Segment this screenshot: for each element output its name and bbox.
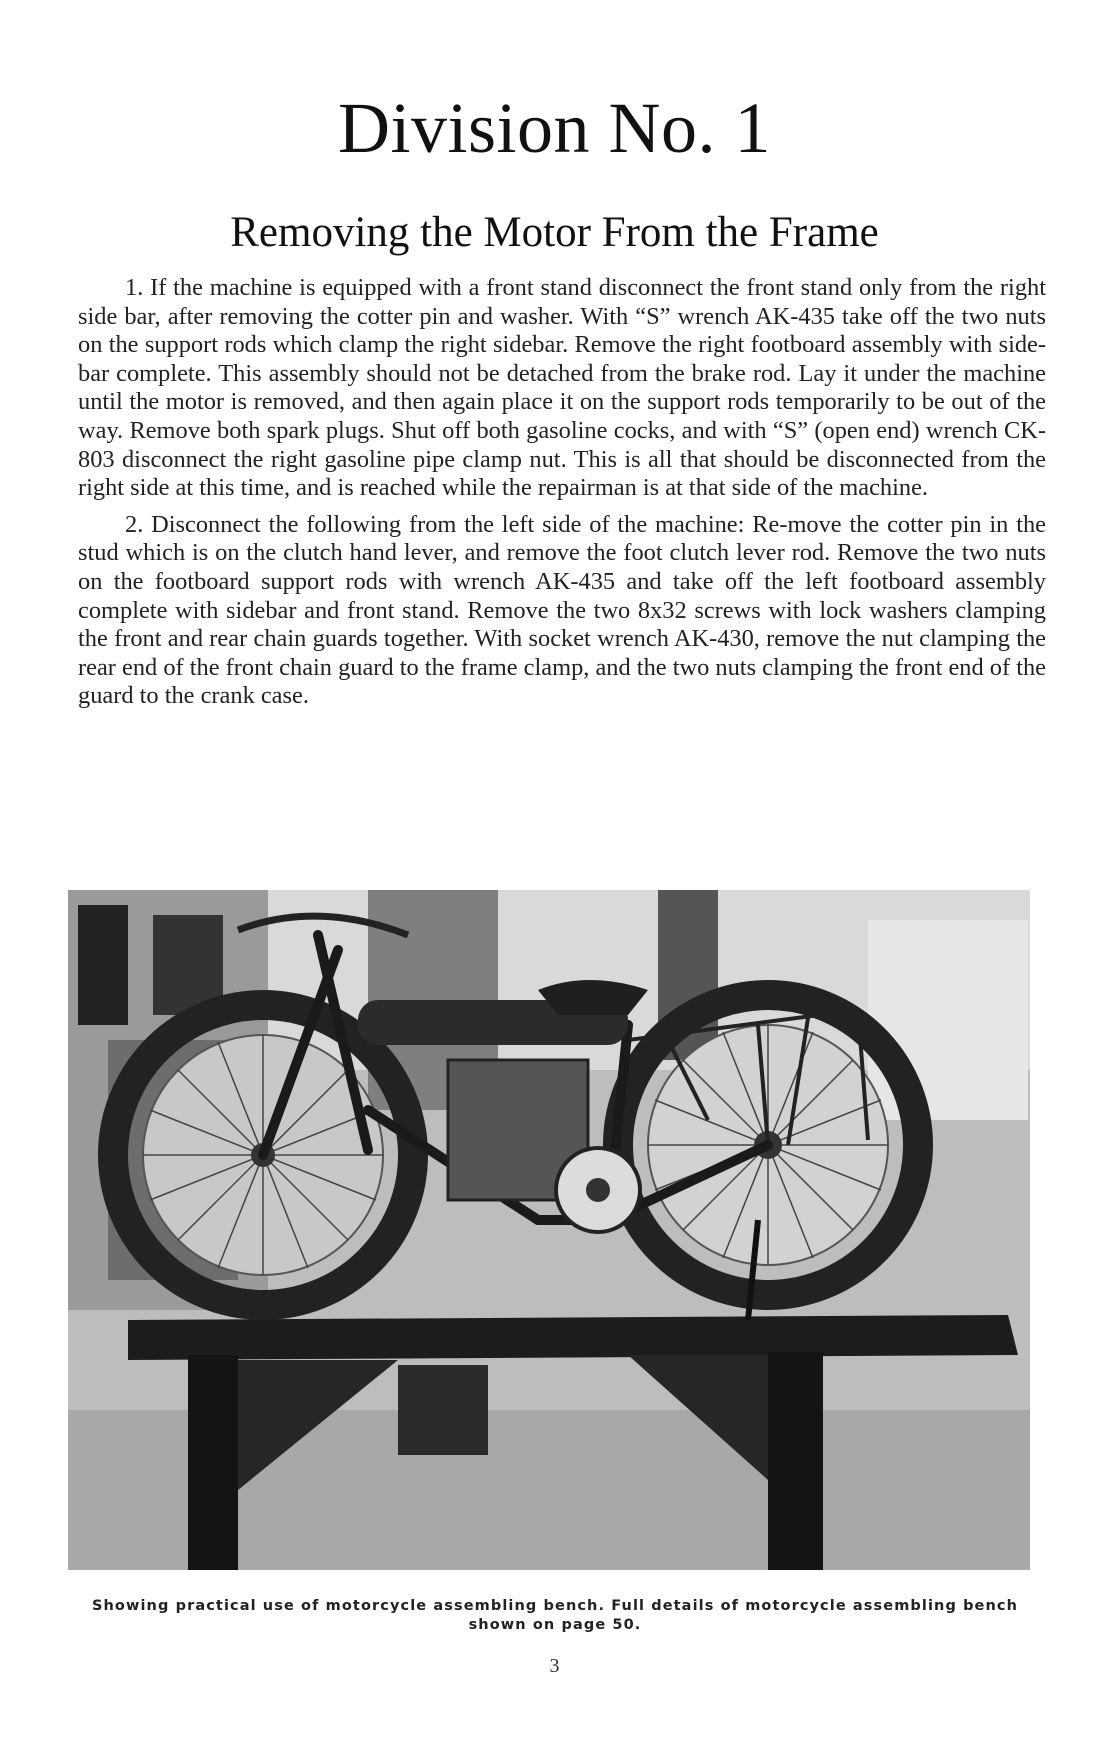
- page-number: 3: [549, 1655, 560, 1677]
- paragraph-1: 1. If the machine is equipped with a front stand disconnect the front stand only from the right side bar, after removing the cotter pin and washer. With “S” wrench AK-435 take off the two nuts on the support rods which clamp the right sidebar. Remove the right footboard assembly with side-bar complete. This assembly should not be detached from the brake rod. Lay it under the machine until the motor is removed, and then again place it on the support rods temporarily to be out of the way. Remove both spark plugs. Shut off both gasoline cocks, and with “S” (open end) wrench CK-803 disconnect the right gasoline pipe clamp nut. This is all that should be disconnected from the right side at this time, and is reached while the repairman is at that side of the machine.: [78, 274, 1046, 502]
- photo-illustration: [68, 890, 1030, 1570]
- paragraph-2: 2. Disconnect the following from the left side of the machine: Re-move the cotter pin in the stud which is on the clutch hand lever, and remove the foot clutch lever rod. Remove the two nuts on the footboard support rods with wrench AK-435 and take off the left footboard assembly complete with sidebar and front stand. Remove the two 8x32 screws with lock washers clamping the front and rear chain guards together. With socket wrench AK-430, remove the nut clamping the rear end of the front chain guard to the frame clamp, and the two nuts clamping the front end of the guard to the crank case.: [78, 510, 1046, 710]
- division-title: Division No. 1: [337, 88, 772, 168]
- section-title: Removing the Motor From the Frame: [230, 209, 879, 256]
- figure-caption: Showing practical use of motorcycle assembling bench. Full details of motorcycle assembling bench shown on page 50.: [91, 1598, 1019, 1633]
- motorcycle-on-bench-photo: [68, 890, 1030, 1570]
- body-text: [78, 274, 1046, 719]
